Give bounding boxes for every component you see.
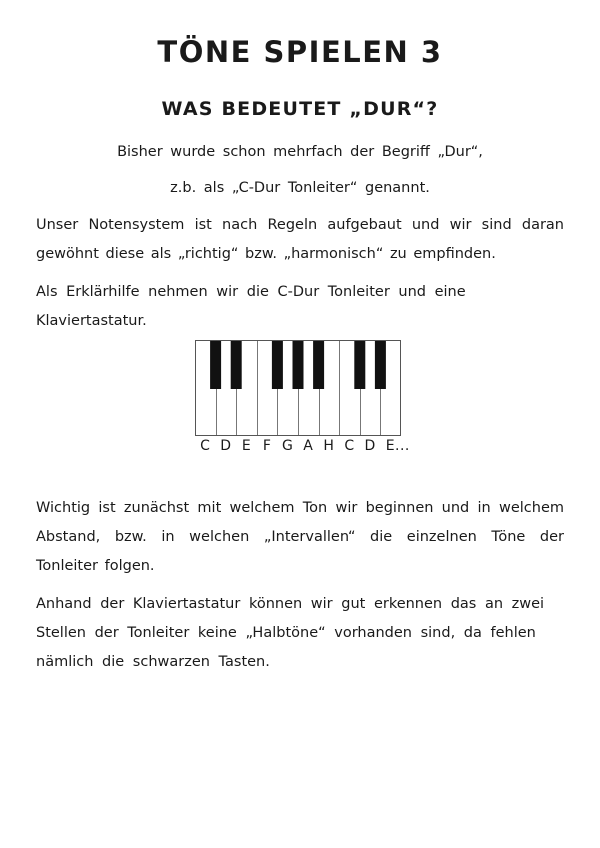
paragraph-erklaerhilfe: Als Erklärhilfe nehmen wir die C-Dur Tonleiter und eine Klaviertastatur. (36, 284, 466, 329)
black-key (375, 341, 386, 389)
intro-line-1: Bisher wurde schon mehrfach der Begriff „Dur“, (117, 144, 483, 160)
key-label: E (241, 438, 252, 454)
black-key (293, 341, 304, 389)
paragraph-notensystem: Unser Notensystem ist nach Regeln aufgebaut und wir sind daran gewöhnt diese als „richtig“ bzw. „harmonisch“ zu empfinden. (36, 217, 564, 262)
key-label: G (282, 438, 294, 454)
black-key (210, 341, 221, 389)
paragraph-halbtoene: Anhand der Klaviertastatur können wir gut erkennen das an zwei Stellen der Tonleiter keine „Halbtöne“ vorhanden sind, da fehlen nämlich die schwarzen Tasten. (36, 596, 545, 670)
key-label: A (303, 438, 314, 454)
key-label: E... (385, 438, 410, 454)
page-title: TÖNE SPIELEN 3 (157, 35, 443, 69)
section-heading: WAS BEDEUTET „DUR“? (161, 98, 439, 120)
key-label: H (323, 438, 335, 454)
black-key (272, 341, 283, 389)
black-key (313, 341, 324, 389)
paragraph-intervalle: Wichtig ist zunächst mit welchem Ton wir beginnen und in welchem Abstand, bzw. in welchen „Intervallen“ die einzelnen Töne der Tonleiter folgen. (36, 500, 564, 574)
black-key (231, 341, 242, 389)
intro-line-2: z.b. als „C-Dur Tonleiter“ genannt. (170, 180, 430, 196)
piano-keyboard (195, 340, 401, 436)
key-labels (195, 438, 435, 458)
key-label: C (200, 438, 211, 454)
black-key (354, 341, 365, 389)
key-label: C (344, 438, 355, 454)
key-label: D (364, 438, 376, 454)
key-label: F (262, 438, 272, 454)
key-label: D (220, 438, 232, 454)
